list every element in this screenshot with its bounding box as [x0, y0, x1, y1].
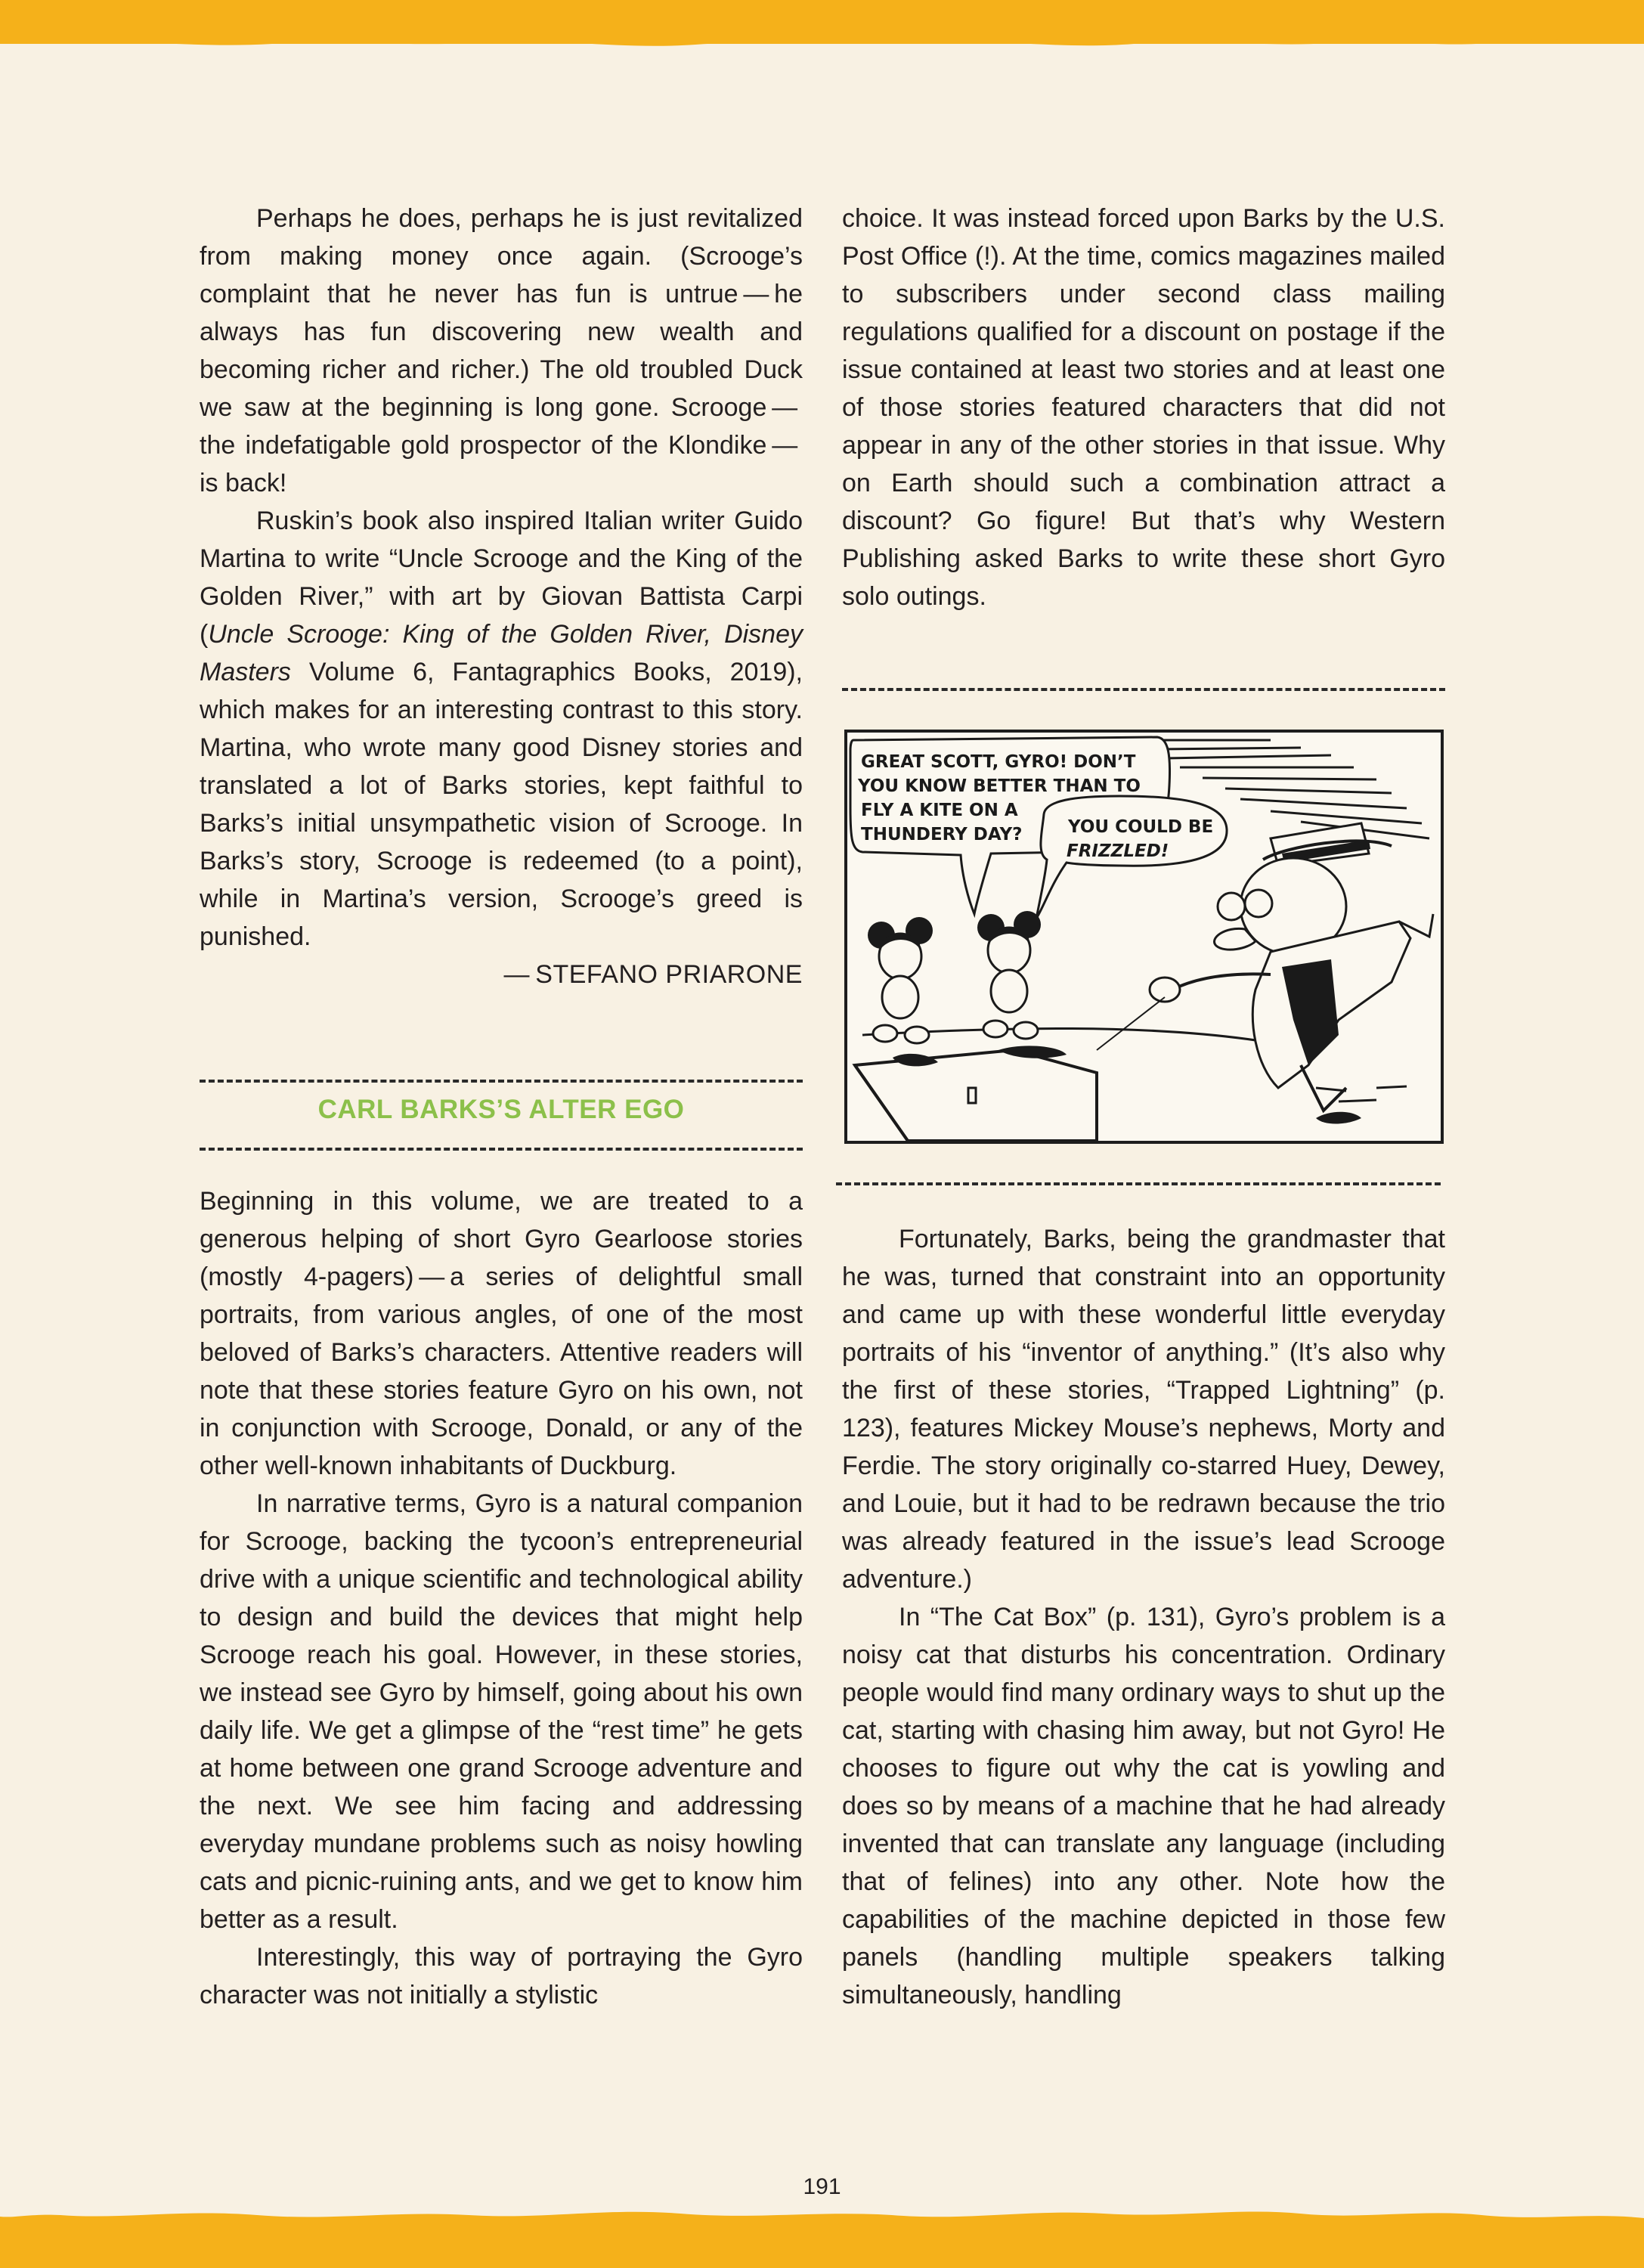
dashed-rule: [842, 688, 1445, 691]
paragraph: Interestingly, this way of portraying the Gyro character was not initially a stylistic: [200, 1943, 803, 2009]
balloon-1-line: THUNDERY DAY?: [861, 825, 1023, 844]
right-column-bottom: [842, 1220, 1445, 2014]
paragraph-ruskin: [200, 502, 803, 956]
right-column-top: [842, 200, 1445, 615]
bottom-color-band: [0, 2224, 1644, 2268]
paragraph: choice. It was instead forced upon Barks by the U.S. Post Office (!). At the time, comics magazines mailed to subscribers under second class mailing regulations qualified for a discount on postage if the issue contained at least two stories and at least one of those stories featured characters that did not appear in any of the other stories in that issue. Why on Earth should such a combination attract a discount? Go figure! But that’s why Western Publishing asked Barks to write these short Gyro solo outings.: [842, 204, 1445, 611]
left-column-bottom: [200, 1182, 803, 2014]
paragraph: Fortunately, Barks, being the grandmaster that he was, turned that constraint into an opportunity and came up with these wonderful little everyday portraits of his “inventor of anything.” (It’s also why the first of these stories, “Trapped Lightning” (p. 123), features Mickey Mouse’s nephews, Morty and Ferdie. The story originally co-starred Huey, Dewey, and Louie, but it had to be redrawn because the trio was already featured in the issue’s lead Scrooge adventure.): [842, 1225, 1445, 1594]
balloon-2-line: YOU COULD BE: [1068, 817, 1214, 837]
balloon-1-line: YOU KNOW BETTER THAN TO: [858, 776, 1141, 796]
top-color-band: [0, 0, 1644, 44]
comic-art: [847, 733, 1441, 1141]
comic-panel-illustration: [844, 730, 1444, 1144]
balloon-1-line: GREAT SCOTT, GYRO! DON’T: [861, 752, 1136, 772]
balloon-2-line: FRIZZLED!: [1067, 841, 1169, 861]
balloon-1-line: FLY A KITE ON A: [861, 801, 1018, 820]
paragraph: In narrative terms, Gyro is a natural companion for Scrooge, backing the tycoon’s entrepreneurial drive with a unique scientific and technological ability to design and build the devices that might help Scrooge reach his goal. However, in these stories, we instead see Gyro by himself, going about his own daily life. We get a glimpse of the “rest time” he gets at home between one grand Scrooge adventure and the next. We see him facing and addressing everyday mundane problems such as noisy howling cats and picnic-ruining ants, and we get to know him better as a result.: [200, 1489, 803, 1934]
text-run: Ruskin’s book also inspired Italian writer Guido Martina to write “Uncle Scrooge and the King of the Golden River,” with art by Giovan Battista Carpi (: [200, 507, 803, 649]
paragraph: Perhaps he does, perhaps he is just revitalized from making money once again. (Scrooge’s complaint that he never has fun is untrue — he always has fun discovering new wealth and becoming richer and richer.) The old troubled Duck we saw at the beginning is long gone. Scrooge — the indefatigable gold prospector of the Klondike — is back!: [200, 204, 803, 497]
text-run: Volume 6, Fantagraphics Books, 2019), which makes for an interesting contrast to this story. Martina, who wrote many good Disney stories and translated a lot of Barks stories, kept faithful to Barks’s initial unsympathetic vision of Scrooge. In Barks’s story, Scrooge is redeemed (to a point), while in Martina’s version, Scrooge’s greed is punished.: [200, 658, 803, 951]
left-column-top: [200, 200, 803, 993]
dashed-rule: [200, 1148, 803, 1151]
paragraph: In “The Cat Box” (p. 131), Gyro’s problem is a noisy cat that disturbs his concentration. Ordinary people would find many ordinary ways to shut up the cat, starting with chasing him away, but not Gyro! He chooses to figure out why the cat is yowling and does so by means of a machine that he had already invented that can translate any language (including that of felines) into any other. Note how the capabilities of the machine depicted in those few panels (handling multiple speakers talking simultaneously, handling: [842, 1603, 1445, 2009]
dashed-rule: [200, 1080, 803, 1083]
dashed-rule: [836, 1182, 1441, 1185]
paragraph: Beginning in this volume, we are treated to a generous helping of short Gyro Gearloose stories (mostly 4-pagers) — a series of delightful small portraits, from various angles, of one of the most beloved of Barks’s characters. Attentive readers will note that these stories feature Gyro on his own, not in conjunction with Scrooge, Donald, or any of the other well-known inhabitants of Duckburg.: [200, 1187, 803, 1480]
book-title: Uncle Scrooge: King of the Golden River, Disney Masters: [200, 620, 803, 686]
author-byline: — STEFANO PRIARONE: [503, 960, 803, 989]
section-heading: CARL BARKS’S ALTER EGO: [317, 1095, 685, 1124]
page-number: 191: [803, 2174, 841, 2199]
